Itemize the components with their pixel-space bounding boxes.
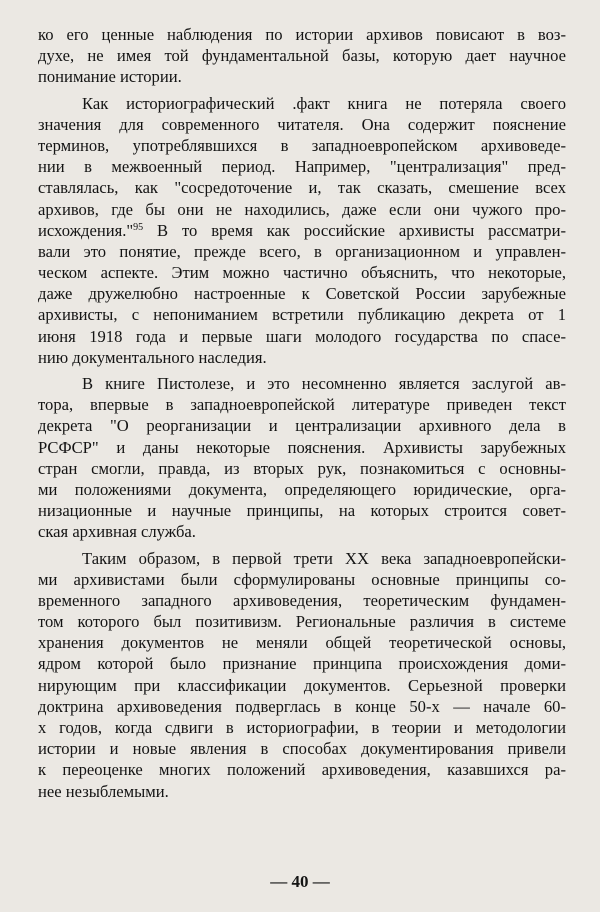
paragraph-1: [38, 24, 566, 88]
text-line-with-footnote: [38, 220, 566, 241]
text-line: вали это понятие, прежде всего, в организационном и управлен-: [38, 241, 566, 261]
text-line: ядром которой было признание принципа происхождения доми-: [38, 654, 566, 674]
text-line: ставлялась, как "сосредоточение и, так сказать, смешение всех: [38, 178, 566, 198]
page-number: — 40 —: [270, 872, 330, 891]
text-line: низационные и научные принципы, на которых строится совет-: [38, 501, 566, 521]
text-segment: исхождения.": [38, 220, 134, 240]
text-line: к переоценке многих положений архивоведения, казавшихся ра-: [38, 760, 566, 780]
text-line: нее незыблемыми.: [38, 781, 169, 801]
text-line: ми положениями документа, определяющего юридические, орга-: [38, 479, 566, 499]
text-line: истории и новые явления в способах документирования привели: [38, 739, 566, 759]
text-line: тора, впервые в западноевропейской литературе приведен текст: [38, 395, 566, 415]
text-line: ми архивистами были сформулированы основные принципы со-: [38, 569, 566, 589]
text-line: В книге Пистолезе, и это несомненно является заслугой ав-: [82, 374, 566, 393]
text-line: архивов, где бы они не находились, даже если они чужого про-: [38, 199, 566, 219]
text-line: Как историографический .факт книга не потеряла своего: [82, 93, 566, 113]
text-line: терминов, употреблявшихся в западноевропейском архивоведе-: [38, 135, 566, 155]
text-line: июня 1918 года и первые шаги молодого государства по спасе-: [38, 326, 566, 346]
text-line: даже дружелюбно настроенные к Советской России зарубежные: [38, 284, 566, 304]
text-line: архивисты, с непониманием встретили публикацию декрета от 1: [38, 305, 566, 325]
text-line: временного западного архивоведения, теоретическим фундамен-: [38, 590, 566, 610]
text-line: хранения документов не меняли общей теоретической основы,: [38, 633, 566, 653]
paragraph-2: [38, 93, 566, 368]
text-line: нирующим при классификации документов. Серьезной проверки: [38, 675, 566, 695]
text-line: РСФСР" и даны некоторые пояснения. Архивисты зарубежных: [38, 437, 566, 457]
text-line: х годов, когда сдвиги в историографии, в теории и методологии: [38, 718, 566, 737]
paragraph-4: [38, 548, 566, 802]
text-line: духе, не имея той фундаментальной базы, которую дает научное: [38, 46, 566, 66]
text-segment: В то время как российские архивисты рассматри-: [143, 220, 566, 240]
text-line: том которого был позитивизм. Региональные различия в системе: [38, 612, 566, 632]
text-line: доктрина архивоведения подверглась в конце 50-х — начале 60-: [38, 696, 566, 716]
text-line: Таким образом, в первой трети XX века западноевропейски-: [82, 548, 566, 568]
body-text: [38, 24, 566, 807]
text-line: понимание истории.: [38, 67, 182, 87]
text-line: стран смогли, правда, из вторых рук, познакомиться с основны-: [38, 458, 566, 478]
text-line: ская архивная служба.: [38, 522, 196, 542]
text-line: ческом аспекте. Этим можно частично объяснить, что некоторые,: [38, 263, 566, 283]
text-line: ко его ценные наблюдения по истории архивов повисают в воз-: [38, 25, 566, 44]
paragraph-3: [38, 373, 566, 543]
text-line: декрета "О реорганизации и централизации архивного дела в: [38, 416, 566, 436]
text-line: нии в межвоенный период. Например, "централизация" пред-: [38, 157, 566, 177]
text-line: значения для современного читателя. Она содержит пояснение: [38, 114, 566, 134]
text-line: нию документального наследия.: [38, 347, 267, 367]
footnote-reference: 95: [133, 221, 144, 233]
